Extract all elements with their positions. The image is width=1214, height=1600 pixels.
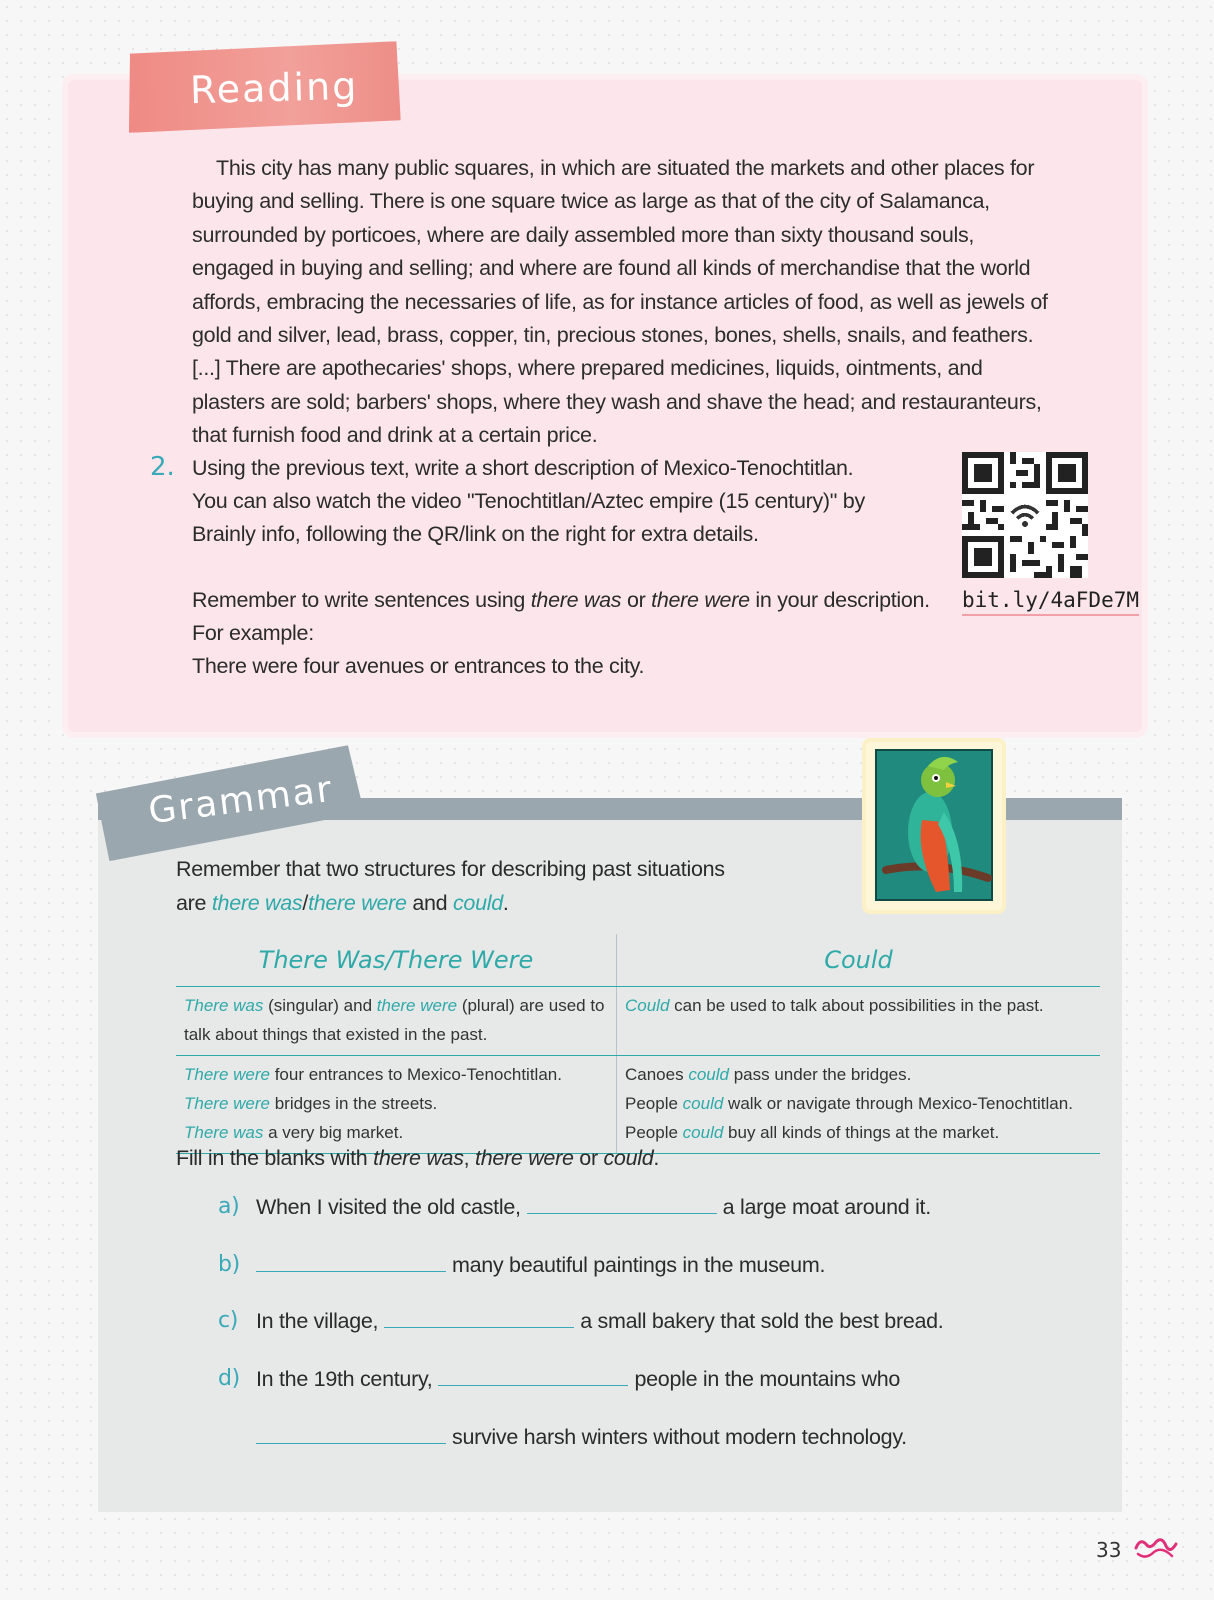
qr-code[interactable] — [962, 452, 1088, 578]
task-number: 2. — [150, 452, 175, 482]
exercise-d: d) In the 19th century, people in the mountains who — [218, 1366, 901, 1391]
task-instructions — [192, 452, 932, 683]
exercise-d-continued: survive harsh winters without modern technology. — [256, 1420, 907, 1454]
publisher-logo-icon — [1132, 1534, 1180, 1562]
table-header-could: Could — [617, 934, 1101, 987]
exercise-c: c) In the village, a small bakery that sold the best bread. — [218, 1308, 944, 1333]
grammar-table — [176, 934, 1100, 1154]
exercise-a: a) When I visited the old castle, a large moat around it. — [218, 1194, 931, 1219]
example-sentence: There were four avenues or entrances to the city. — [192, 654, 645, 678]
page-number: 33 — [1096, 1538, 1122, 1562]
table-row — [176, 1056, 1100, 1154]
table-header-there-was: There Was/There Were — [176, 934, 617, 987]
task-line-1: Using the previous text, write a short description of Mexico-Tenochtitlan. — [192, 456, 854, 480]
table-row — [176, 987, 1100, 1056]
quetzal-stamp — [866, 742, 1002, 910]
exercise-b: b) many beautiful paintings in the museum. — [218, 1252, 826, 1277]
grammar-title: Grammar — [146, 768, 336, 833]
table-cell: There was (singular) and there were (plural) are used to talk about things that existed in the past. — [176, 987, 617, 1056]
fill-instructions: Fill in the blanks with there was, there were or could. — [176, 1146, 660, 1170]
blank-input[interactable] — [256, 1251, 446, 1272]
blank-input[interactable] — [527, 1193, 717, 1214]
table-cell: Canoes could pass under the bridges. People could walk or navigate through Mexico-Tenochtitlan. People could buy all kinds of things at the market. — [617, 1056, 1101, 1154]
remember-line: Remember to write sentences using there was or there were in your description. — [192, 588, 930, 612]
qr-short-link[interactable]: bit.ly/4aFDe7M — [962, 588, 1139, 616]
table-cell: There were four entrances to Mexico-Tenochtitlan. There were bridges in the streets. There was a very big market. — [176, 1056, 617, 1154]
example-label: For example: — [192, 621, 314, 645]
task-line-3: Brainly info, following the QR/link on the right for extra details. — [192, 522, 759, 546]
blank-input[interactable] — [256, 1423, 446, 1444]
quetzal-bird-icon — [866, 742, 1002, 910]
blank-input[interactable] — [438, 1365, 628, 1386]
blank-input[interactable] — [384, 1307, 574, 1328]
table-cell: Could can be used to talk about possibilities in the past. — [617, 987, 1101, 1056]
reading-title: Reading — [189, 63, 359, 113]
task-line-2: You can also watch the video "Tenochtitlan/Aztec empire (15 century)" by — [192, 489, 865, 513]
grammar-intro: Remember that two structures for describing past situations are there was/there were and could. — [176, 857, 725, 915]
reading-paragraph: This city has many public squares, in which are situated the markets and other places for buying and selling. There is one square twice as large as that of the city of Salamanca, surrounded by porticoes, where are daily assembled more than sixty thousand souls, engaged in buying and selling; and where are found all kinds of merchandise that the world affords, embracing the necessaries of life, as for instance articles of food, as well as jewels of gold and silver, lead, brass, copper, tin, precious stones, bones, shells, snails, and feathers. [...] There are apothecaries' shops, where prepared medicines, liquids, ointments, and plasters are sold; barbers' shops, where they wash and shave the head; and restauranteurs, that furnish food and drink at a certain price. — [192, 156, 1048, 448]
